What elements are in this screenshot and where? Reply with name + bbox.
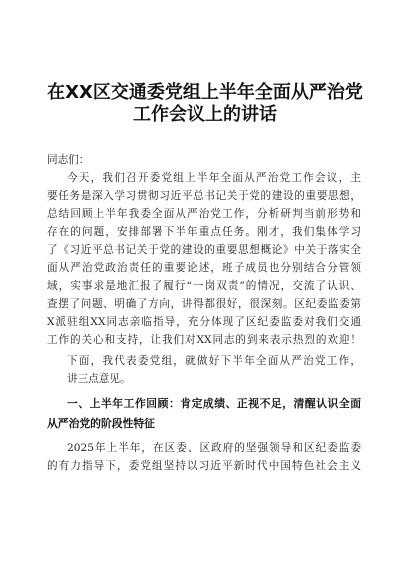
section-heading-line: 一、上半年工作回顾：肯定成绩、正视不足，清醒认识全面 bbox=[67, 397, 361, 410]
paragraph-line: 域，实事求是地汇报了履行“一岗双责”的情况，交流了认识、 bbox=[47, 280, 361, 292]
paragraph-line: 要任务是深入学习贯彻习近平总书记关于党的建设的重要思想， bbox=[47, 190, 361, 202]
paragraph-line: 工作的关心和支持，让我们对XX同志的到来表示热烈的欢迎！ bbox=[47, 334, 361, 346]
paragraph-line: 总结回顾上半年我委全面从严治党工作，分析研判当前形势和 bbox=[47, 208, 361, 220]
paragraph-line: 查摆了问题、明确了方向，讲得都很好，很深刻。区纪委监委第 bbox=[47, 298, 361, 310]
document-title-line-2: 工作会议上的讲话 bbox=[133, 104, 277, 125]
section-heading-line: 从严治党的阶段性特征 bbox=[47, 417, 155, 430]
paragraph-line: 2025年上半年，在区委、区政府的坚强领导和区纪委监委 bbox=[67, 442, 361, 454]
paragraph-line: 存在的问题，安排部署下半年重点任务。刚才，我们集体学习 bbox=[47, 226, 361, 238]
paragraph-line: 面从严治党政治责任的重要论述，班子成员也分别结合分管领 bbox=[47, 262, 361, 274]
document-title-line-1: 在XX区交通委党组上半年全面从严治党 bbox=[47, 82, 363, 103]
paragraph-line: 今天，我们召开委党组上半年全面从严治党工作会议，主 bbox=[67, 172, 361, 184]
salutation: 同志们： bbox=[47, 154, 90, 166]
paragraph-line: 的有力指导下，委党组坚持以习近平新时代中国特色社会主义 bbox=[47, 460, 361, 472]
paragraph-line: 讲三点意见。 bbox=[67, 373, 131, 385]
paragraph-line: X派驻组XX同志亲临指导，充分体现了区纪委监委对我们交通 bbox=[47, 316, 361, 328]
paragraph-line: 了《习近平总书记关于党的建设的重要思想概论》中关于落实全 bbox=[47, 244, 361, 256]
paragraph-line: 下面，我代表委党组，就做好下半年全面从严治党工作， bbox=[67, 355, 361, 367]
